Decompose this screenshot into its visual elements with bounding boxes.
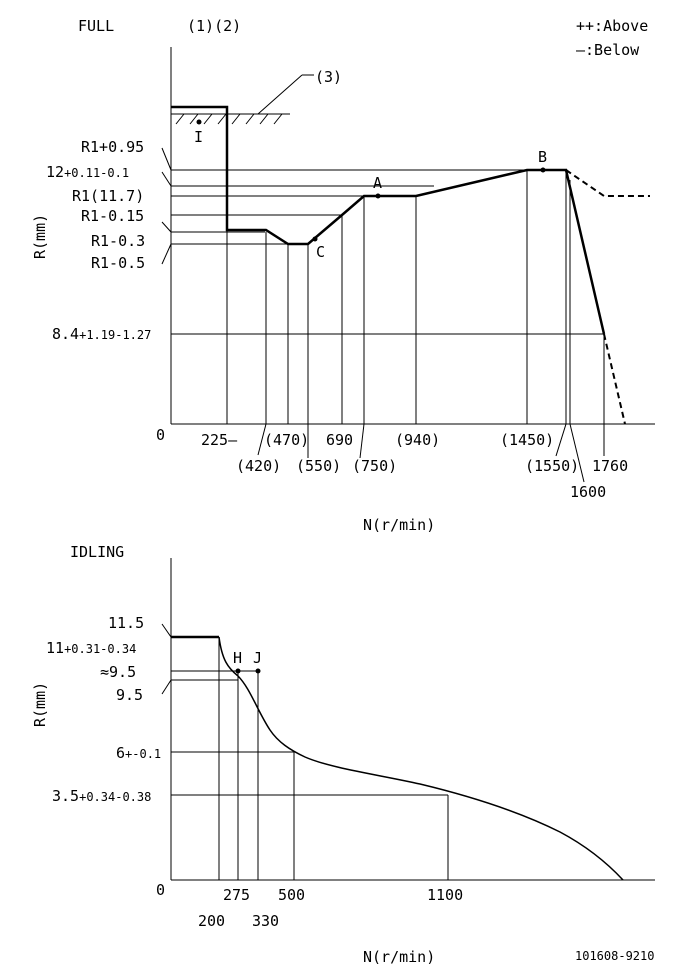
full-xlabel-1450: (1450) (500, 431, 555, 449)
full-xlabel: N(r/min) (363, 516, 436, 534)
point-a-marker (376, 194, 381, 199)
point-c-marker (313, 237, 318, 242)
leader-x-750 (360, 424, 364, 458)
leader-12 (162, 172, 171, 186)
idling-ylabel-11-5: 11.5 (108, 614, 145, 632)
idling-ylabel-11: 11+0.31-0.34 (46, 639, 137, 657)
leader-r1-minus-0-3 (162, 222, 171, 232)
leader-r1-minus-0-5 (162, 244, 171, 264)
idling-ylabel-6: 6+-0.1 (116, 744, 162, 762)
idling-xlabel-275: 275 (223, 886, 251, 904)
full-title: FULL (78, 17, 115, 35)
point-h-label: H (233, 649, 243, 667)
point-i-label: I (194, 128, 204, 146)
idling-ylabel-approx-9-5: ≈9.5 (100, 663, 137, 681)
point-a-label: A (373, 174, 383, 192)
idling-panel (31, 543, 655, 966)
idling-xlabel-330: 330 (252, 912, 280, 930)
full-origin: 0 (156, 426, 166, 444)
full-ref-3: (3) (315, 68, 343, 86)
idling-title: IDLING (70, 543, 125, 561)
full-ylabel-r1: R1(11.7) (72, 187, 145, 205)
full-refs-1-2: (1)(2) (187, 17, 242, 35)
legend-below: —:Below (576, 41, 640, 59)
full-ylabel-8-4: 8.4+1.19-1.27 (52, 325, 152, 343)
idling-ylabel-3-5: 3.5+0.34-0.38 (52, 787, 152, 805)
full-ylabel-r1-minus-0-5: R1-0.5 (91, 254, 146, 272)
legend-above: ++:Above (576, 17, 649, 35)
full-xlabel-1600: 1600 (570, 483, 607, 501)
point-h-marker (236, 669, 241, 674)
full-xlabel-225: 225— (201, 431, 238, 449)
leader-x-1550 (556, 424, 566, 456)
idling-leader-11-5 (162, 624, 171, 637)
idling-xlabel-500: 500 (278, 886, 306, 904)
idling-ylabel-9-5: 9.5 (116, 686, 144, 704)
leader-r1-plus-0-95 (162, 148, 171, 170)
full-xlabel-1760: 1760 (592, 457, 629, 475)
full-panel (31, 17, 655, 534)
full-xlabel-690: 690 (326, 431, 354, 449)
point-i-marker (197, 120, 202, 125)
full-characteristic-curve (171, 107, 604, 334)
point-c-label: C (316, 243, 326, 261)
stopper-hatch (176, 114, 282, 124)
full-xlabel-470: (470) (264, 431, 310, 449)
full-below-dashed-line (604, 334, 625, 424)
full-xlabel-420: (420) (236, 457, 282, 475)
full-ylabel: R(mm) (31, 213, 49, 259)
idling-xlabel-200: 200 (198, 912, 226, 930)
document-id: 101608-9210 (575, 949, 655, 963)
full-ylabel-12: 12+0.11-0.1 (46, 163, 130, 181)
full-ylabel-r1-plus-0-95: R1+0.95 (81, 138, 145, 156)
point-j-label: J (253, 649, 263, 667)
idling-origin: 0 (156, 881, 166, 899)
idling-ylabel: R(mm) (31, 681, 49, 727)
idling-leader-9-5 (162, 680, 171, 694)
point-j-marker (256, 669, 261, 674)
point-b-label: B (538, 148, 548, 166)
idling-characteristic-curve (219, 637, 623, 880)
full-xlabel-940: (940) (395, 431, 441, 449)
idling-xlabel: N(r/min) (363, 948, 436, 966)
full-ylabel-r1-minus-0-3: R1-0.3 (91, 232, 146, 250)
full-above-dashed-line (566, 170, 650, 196)
full-ylabel-r1-minus-0-15: R1-0.15 (81, 207, 145, 225)
idling-xlabel-1100: 1100 (427, 886, 464, 904)
full-xlabel-550: (550) (296, 457, 342, 475)
full-xlabel-750: (750) (352, 457, 398, 475)
point-b-marker (541, 168, 546, 173)
full-xlabel-1550: (1550) (525, 457, 580, 475)
ref3-leader (258, 75, 302, 114)
